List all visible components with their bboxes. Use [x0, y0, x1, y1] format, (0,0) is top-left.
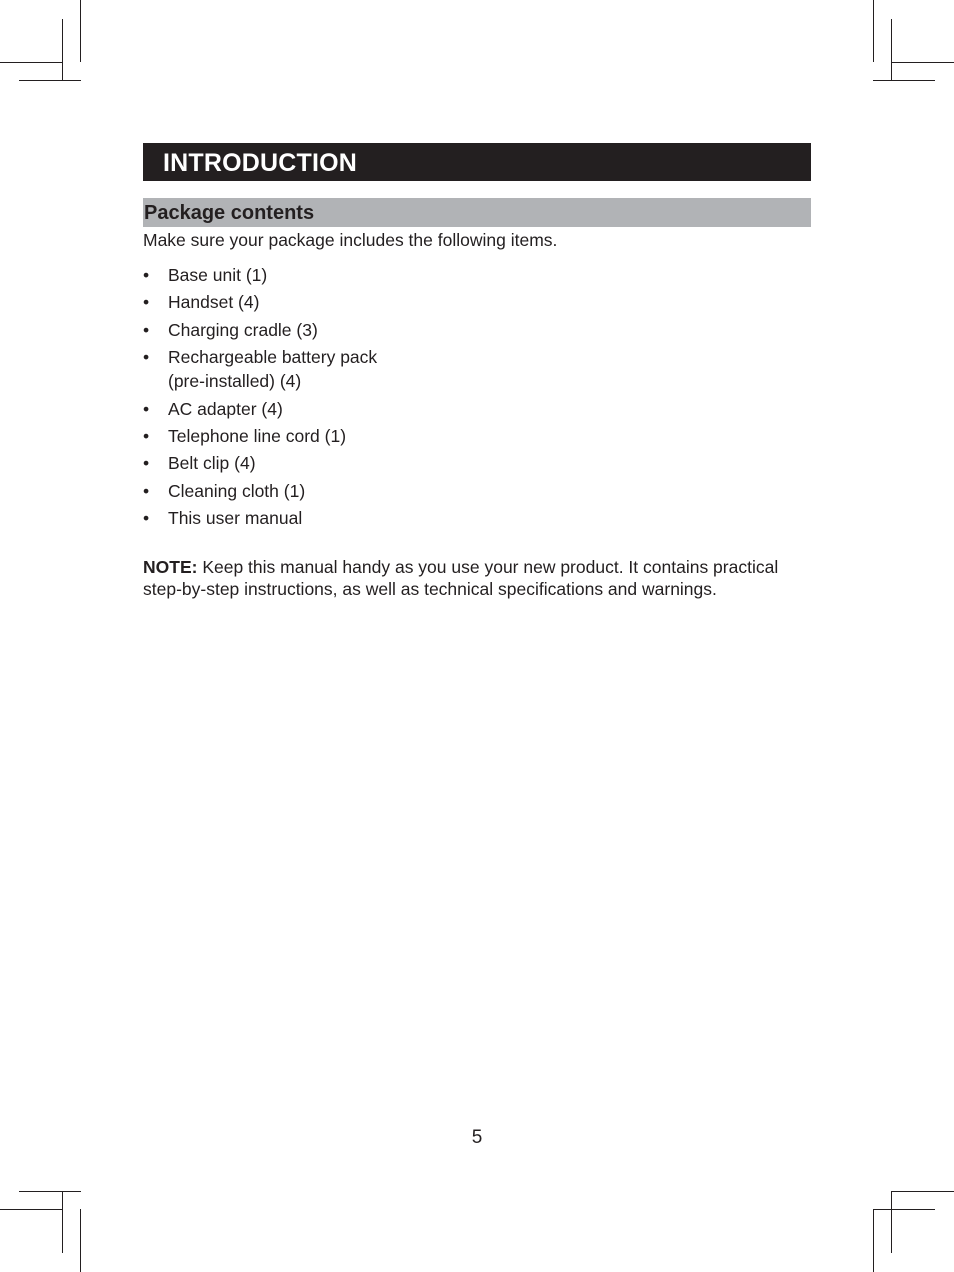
list-item [143, 290, 543, 314]
crop-mark [891, 1191, 954, 1192]
bullet: • [143, 319, 150, 340]
crop-mark [891, 62, 954, 63]
crop-mark [0, 1209, 62, 1210]
list-item-label: Rechargeable battery pack [168, 347, 378, 368]
crop-mark [873, 0, 874, 62]
list-item [143, 506, 543, 530]
crop-mark [873, 1209, 935, 1210]
note-label: NOTE: [143, 557, 198, 577]
list-item-label-continued: (pre-installed) (4) [168, 371, 302, 392]
bullet: • [143, 425, 150, 446]
page-number: 5 [471, 1127, 483, 1148]
crop-mark [873, 1209, 874, 1272]
bullet: • [143, 292, 150, 313]
list-item-label: Cleaning cloth (1) [168, 480, 306, 501]
bullet: • [143, 265, 150, 285]
section-title: INTRODUCTION [163, 149, 358, 177]
list-item [143, 479, 543, 503]
list-item-label: Base unit (1) [168, 265, 268, 285]
list-item [143, 397, 543, 421]
crop-mark [80, 1209, 81, 1272]
subsection-title: Package contents [144, 202, 315, 224]
note-paragraph [143, 556, 783, 600]
list-item-label: Belt clip (4) [168, 453, 256, 474]
list-item-label: This user manual [168, 508, 303, 529]
package-contents-list [143, 263, 543, 534]
list-item [143, 263, 543, 287]
list-item [143, 424, 543, 448]
bullet: • [143, 347, 150, 368]
section-header-bar [143, 143, 811, 181]
bullet: • [143, 508, 150, 529]
intro-text: Make sure your package includes the following items. [143, 230, 558, 250]
bullet: • [143, 398, 150, 419]
list-item [143, 318, 543, 342]
crop-mark [0, 62, 62, 63]
note-text: Keep this manual handy as you use your new product. It contains practical step-by-step instructions, as well as technical specifications and warnings. [143, 557, 779, 599]
list-item [143, 345, 543, 393]
crop-mark [80, 0, 81, 62]
list-item-label: Telephone line cord (1) [168, 425, 347, 446]
list-item [143, 451, 543, 475]
crop-mark [19, 80, 81, 81]
subsection-header-bar [143, 198, 811, 227]
crop-mark [873, 80, 935, 81]
crop-mark [19, 1191, 81, 1192]
crop-mark [891, 1191, 892, 1253]
list-item-label: Charging cradle (3) [168, 319, 318, 340]
crop-mark [62, 1191, 63, 1253]
bullet: • [143, 480, 150, 501]
bullet: • [143, 453, 150, 474]
list-item-label: AC adapter (4) [168, 398, 283, 419]
crop-mark [62, 19, 63, 81]
crop-mark [891, 19, 892, 81]
list-item-label: Handset (4) [168, 292, 260, 313]
